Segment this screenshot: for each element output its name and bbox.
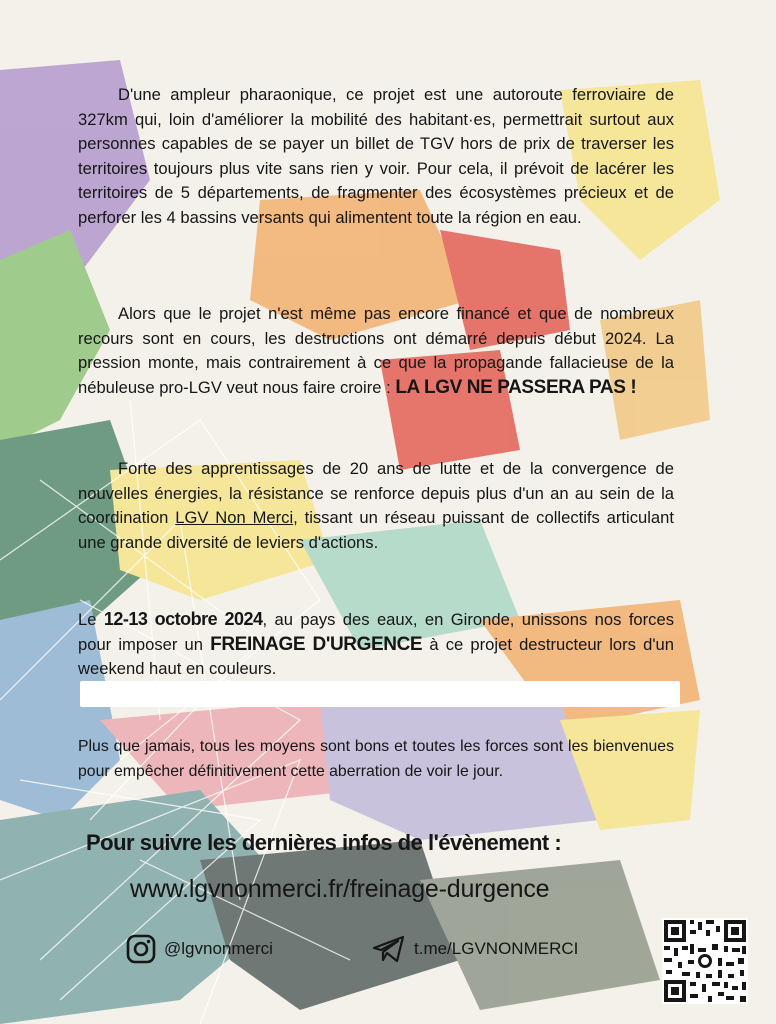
telegram-icon [372,934,406,964]
coordination-link[interactable]: LGV Non Merci [175,508,294,527]
paragraph-intro: D'une ampleur pharaonique, ce projet est une autoroute ferroviaire de 327km qui, loin d'améliorer la mobilité des habitant·es, permettrait surtout aux personnes capables de se payer un billet de TGV hors de prix de traverser les territoires toujours plus vite sans rien y voir. Pour cela, il prévoit de lacérer les territoires de 5 départements, de fragmenter des écosystèmes précieux et de perforer les 4 bassins versants qui alimentent toute la région en eau. [78,85,674,227]
freinage-durgence-emphasis: FREINAGE D'URGENCE [210,633,423,655]
instagram-icon [126,934,156,964]
instagram-contact[interactable] [126,934,273,964]
redacted-area [80,681,680,707]
paragraph-call: Plus que jamais, tous les moyens sont bons et toutes les forces sont les bienvenues pour empêcher définitivement cette aberration de voir le jour. [78,738,674,780]
paragraph-event: Le 12-13 octobre 2024, au pays des eaux, en Gironde, unissons nos forces pour imposer un FREINAGE D'URGENCE à ce projet destructeur lors d'un weekend haut en couleurs. [78,609,675,678]
paragraph-destructions: Alors que le projet n'est même pas encore financé et que de nombreux recours sont en cours, les destructions ont démarré depuis début 2024. La pression monte, mais contrairement à ce que la propagande fallacieuse de la nébuleuse pro-LGV veut nous faire croire : LA LGV NE PASSERA PAS ! [78,304,674,398]
qr-code[interactable] [662,918,748,1004]
follow-heading: Pour suivre les dernières infos de l'évènement : [86,830,562,855]
event-date: 12-13 octobre 2024 [103,609,263,629]
telegram-link: t.me/LGVNONMERCI [414,939,579,958]
telegram-contact[interactable] [372,934,578,964]
instagram-handle: @lgvnonmerci [164,939,273,958]
paragraph-resistance: Forte des apprentissages de 20 ans de lutte et de la convergence de nouvelles énergies, la résistance se renforce depuis plus d'un an au sein de la coordination LGV Non Merci, tissant un réseau puissant de collectifs articulant une grande diversité de leviers d'actions. [78,459,674,552]
event-url-link[interactable]: www.lgvnonmerci.fr/freinage-durgence [130,875,550,903]
slogan-lgv-ne-passera-pas: LA LGV NE PASSERA PAS ! [395,376,637,398]
